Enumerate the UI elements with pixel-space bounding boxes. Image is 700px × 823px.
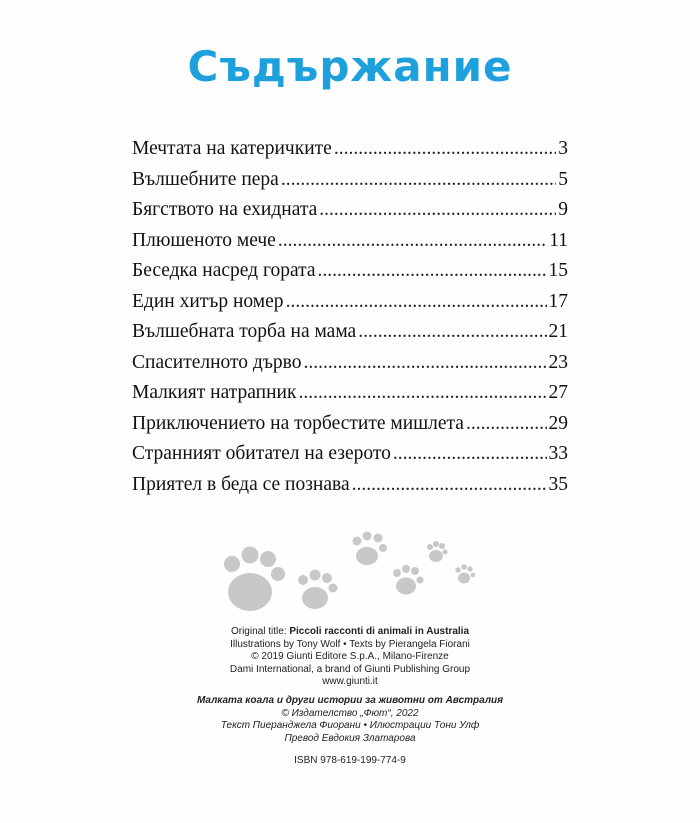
toc-entry-title: Малкият натрапник — [132, 382, 297, 403]
toc-entry[interactable] — [132, 291, 568, 322]
dot-leader — [278, 230, 547, 252]
toc-entry-page: 17 — [548, 290, 568, 312]
paw-print-icon — [298, 570, 338, 610]
toc-entry-page: 3 — [558, 138, 568, 159]
toc-entry[interactable] — [132, 474, 568, 505]
isbn: ISBN 978-619-199-774-9 — [294, 755, 406, 767]
paw-print-icon — [455, 564, 475, 583]
toc-entry-page: 35 — [548, 473, 568, 495]
dot-leader — [298, 382, 546, 404]
toc-entry-page: 21 — [548, 321, 568, 342]
page-title: Съдържание — [187, 42, 513, 91]
copyright-line: © 2019 Giunti Editore S.p.A., Milano-Firenze — [251, 651, 449, 663]
dot-leader — [334, 138, 556, 160]
paw-print-icon — [393, 565, 424, 595]
toc-entry-title: Плюшеното мече — [132, 229, 276, 251]
paw-print-icon — [224, 547, 285, 612]
toc-entry[interactable] — [132, 260, 568, 291]
table-of-contents — [132, 138, 568, 504]
dot-leader — [318, 260, 547, 282]
dot-leader — [319, 199, 556, 221]
original-title: Piccoli racconti di animali in Australia — [289, 626, 470, 637]
toc-entry[interactable] — [132, 138, 568, 169]
bulgarian-title: Малката коала и други истории за животни от Австралия — [196, 694, 504, 706]
toc-entry-page: 5 — [558, 168, 568, 190]
toc-entry-title: Странният обитател на езерото — [132, 443, 391, 464]
dot-leader — [281, 169, 556, 191]
publisher-line: Dami International, a brand of Giunti Publishing Group — [229, 663, 471, 675]
toc-entry[interactable] — [132, 169, 568, 200]
toc-entry-page: 27 — [548, 382, 568, 403]
toc-entry-title: Приключението на торбестите мишлета — [132, 412, 464, 434]
toc-entry-title: Приятел в беда се познава — [132, 473, 350, 495]
bulgarian-publisher: © Издателство „Фют“, 2022 — [281, 707, 419, 719]
toc-entry-title: Един хитър номер — [132, 290, 284, 312]
original-title-line — [0, 626, 700, 639]
toc-entry-page: 23 — [548, 351, 568, 373]
toc-entry[interactable] — [132, 321, 568, 352]
original-title-label: Original title: — [230, 626, 287, 637]
dot-leader — [393, 443, 547, 465]
credits-block — [0, 626, 700, 768]
bulgarian-translation: Превод Евдокия Златарова — [284, 732, 416, 744]
toc-entry[interactable] — [132, 443, 568, 474]
dot-leader — [304, 352, 547, 374]
toc-entry-title: Вълшебните пера — [132, 168, 279, 190]
website-line: www.giunti.it — [322, 676, 378, 688]
toc-entry-page: 15 — [548, 260, 568, 281]
dot-leader — [286, 291, 547, 313]
paw-print-icon — [353, 532, 388, 566]
toc-entry-page: 9 — [558, 199, 568, 220]
toc-entry[interactable] — [132, 352, 568, 383]
toc-entry-title: Спасителното дърво — [132, 351, 302, 373]
toc-entry-page: 33 — [548, 443, 568, 464]
bulgarian-credits: Текст Пиеранджела Фиорани • Илюстрации Тони Улф — [220, 720, 480, 732]
toc-entry-title: Вълшебната торба на мама — [132, 321, 357, 342]
toc-entry[interactable] — [132, 382, 568, 413]
dot-leader — [358, 321, 546, 343]
toc-entry-page: 29 — [548, 412, 568, 434]
dot-leader — [466, 413, 547, 435]
dot-leader — [352, 474, 547, 496]
paw-print-icon — [427, 541, 448, 562]
toc-entry[interactable] — [132, 199, 568, 230]
toc-entry-page: 11 — [549, 229, 568, 251]
toc-entry[interactable] — [132, 413, 568, 444]
toc-entry-title: Беседка насред гората — [132, 260, 316, 281]
toc-entry-title: Бягството на ехидната — [132, 199, 318, 220]
toc-entry-title: Мечтата на катеричките — [132, 138, 332, 159]
paw-prints-decoration — [210, 528, 490, 618]
toc-entry[interactable] — [132, 230, 568, 261]
illustrations-line: Illustrations by Tony Wolf • Texts by Pierangela Fiorani — [230, 638, 470, 650]
